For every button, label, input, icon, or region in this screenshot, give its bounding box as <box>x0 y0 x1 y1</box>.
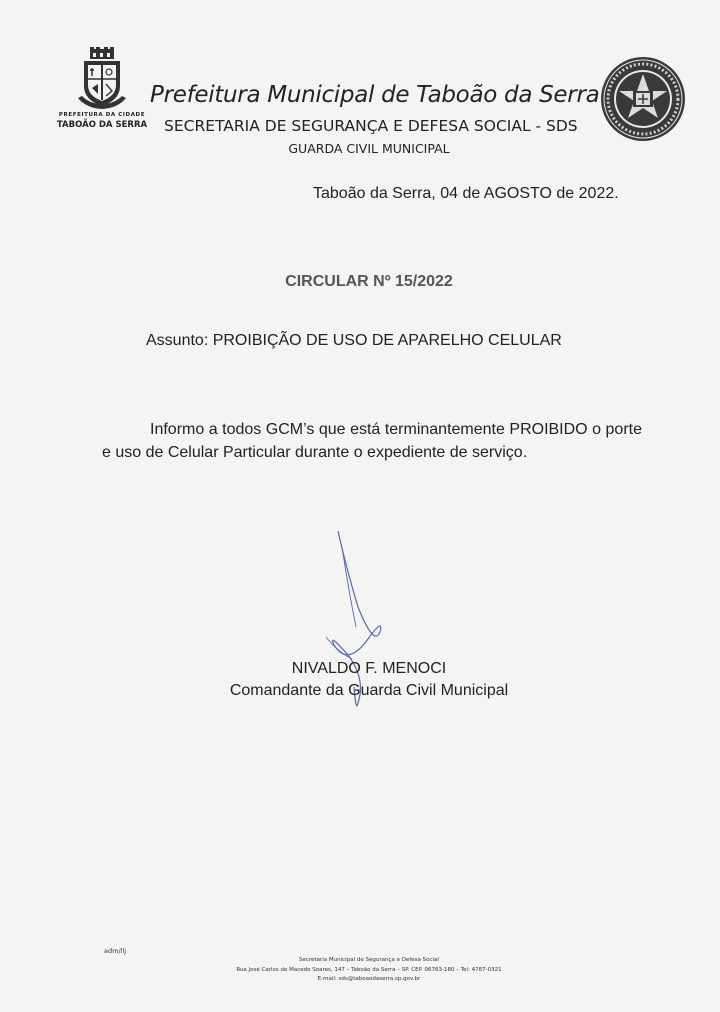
footer-address <box>0 956 720 985</box>
footer-email: E-mail: sds@taboaodaserra.sp.gov.br <box>317 976 421 982</box>
signatory-name: NIVALDO F. MENOCI <box>291 660 447 677</box>
typist-initials: adm/llj <box>104 947 127 955</box>
document-date: Taboão da Serra, 04 de AGOSTO de 2022. <box>313 185 619 202</box>
header-department: SECRETARIA DE SEGURANÇA E DEFESA SOCIAL - SDS <box>164 117 578 135</box>
footer-line1: Secretaria Municipal de Segurança e Defesa Social <box>299 957 439 963</box>
header-title: Prefeitura Municipal de Taboão da Serra <box>150 82 600 108</box>
guard-seal-icon <box>599 55 687 143</box>
coat-of-arms-icon <box>76 46 128 112</box>
city-logo-line1: PREFEITURA DA CIDADE <box>58 112 146 118</box>
header-subdivision: GUARDA CIVIL MUNICIPAL <box>288 141 450 156</box>
city-coat-of-arms <box>56 46 148 138</box>
document-subject: Assunto: PROIBIÇÃO DE USO DE APARELHO CELULAR <box>146 332 562 349</box>
signatory-role: Comandante da Guarda Civil Municipal <box>229 682 509 699</box>
footer-line2: Rua José Carlos de Macedo Soares, 147 – Taboão da Serra – SP. CEP. 06763-180 – Tel: 4787-0321 <box>236 966 502 973</box>
circular-title: CIRCULAR Nº 15/2022 <box>285 273 453 290</box>
guard-seal <box>599 55 687 143</box>
city-logo-line2: TABOÃO DA SERRA <box>56 120 148 130</box>
document-body: Informo a todos GCM’s que está terminantemente PROIBIDO o porte e uso de Celular Particular durante o expediente de serviço. <box>102 421 642 461</box>
